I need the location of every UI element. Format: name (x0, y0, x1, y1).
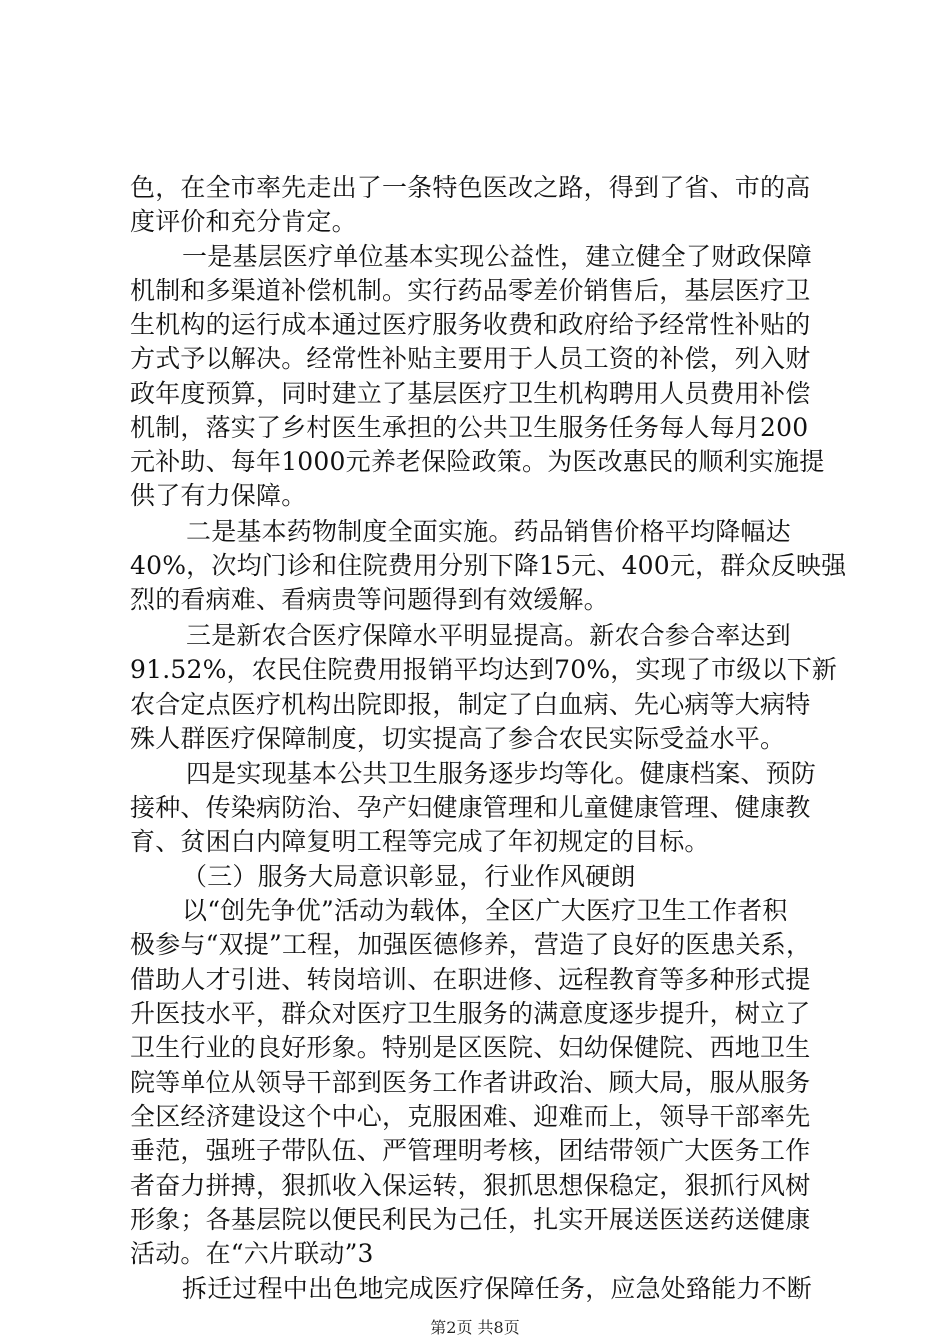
text-line: 40%，次均门诊和住院费用分别下降15元、400元，群众反映强 (130, 551, 847, 580)
text-line: 政年度预算，同时建立了基层医疗卫生机构聘用人员费用补偿 (130, 379, 811, 408)
text-line: 院等单位从领导干部到医务工作者讲政治、顾大局，服从服务 (130, 1068, 811, 1097)
text-line: 拆迁过程中出色地完成医疗保障任务，应急处臵能力不断 (182, 1274, 813, 1303)
section-heading: （三）服务大局意识彰显，行业作风硬朗 (182, 862, 636, 891)
text-line: 供了有力保障。 (130, 481, 307, 510)
text-line: 生机构的运行成本通过医疗服务收费和政府给予经常性补贴的 (130, 310, 811, 339)
text-line: 升医技水平，群众对医疗卫生服务的满意度逐步提升，树立了 (130, 999, 811, 1028)
text-line: 者奋力拼搏，狠抓收入保运转，狠抓思想保稳定，狠抓行风树 (130, 1171, 811, 1200)
text-line: 四是实现基本公共卫生服务逐步均等化。健康档案、预防 (186, 759, 817, 788)
text-line: 方式予以解决。经常性补贴主要用于人员工资的补偿，列入财 (130, 344, 811, 373)
text-line: 元补助、每年1000元养老保险政策。为医改惠民的顺利实施提 (130, 447, 825, 476)
text-line: 色，在全市率先走出了一条特色医改之路，得到了省、市的高 (130, 173, 811, 202)
text-line: 形象；各基层院以便民利民为己任，扎实开展送医送药送健康 (130, 1205, 811, 1234)
text-line: 接种、传染病防治、孕产妇健康管理和儿童健康管理、健康教 (130, 793, 811, 822)
text-line: 机制和多渠道补偿机制。实行药品零差价销售后，基层医疗卫 (130, 276, 811, 305)
text-line: 烈的看病难、看病贵等问题得到有效缓解。 (130, 585, 609, 614)
text-line: 二是基本药物制度全面实施。药品销售价格平均降幅达 (186, 517, 791, 546)
text-line: 育、贫困白内障复明工程等完成了年初规定的目标。 (130, 827, 710, 856)
text-line: 度评价和充分肯定。 (130, 207, 357, 236)
text-line: 以“创先争优”活动为载体，全区广大医疗卫生工作者积 (182, 896, 788, 925)
text-line: 极参与“双提”工程，加强医德修养，营造了良好的医患关系， (130, 930, 812, 959)
text-line: 91.52%，农民住院费用报销平均达到70%，实现了市级以下新 (130, 655, 838, 684)
text-line: 活动。在“六片联动”3 (130, 1239, 374, 1268)
text-line: 机制，落实了乡村医生承担的公共卫生服务任务每人每月200 (130, 413, 809, 442)
text-line: 农合定点医疗机构出院即报，制定了白血病、先心病等大病特 (130, 690, 811, 719)
text-line: 三是新农合医疗保障水平明显提高。新农合参合率达到 (186, 621, 791, 650)
text-line: 垂范，强班子带队伍、严管理明考核，团结带领广大医务工作 (130, 1136, 811, 1165)
text-line: 殊人群医疗保障制度，切实提高了参合农民实际受益水平。 (130, 724, 786, 753)
page-footer: 第2页 共8页 (430, 1318, 520, 1337)
text-line: 借助人才引进、转岗培训、在职进修、远程教育等多种形式提 (130, 965, 811, 994)
text-line: 一是基层医疗单位基本实现公益性，建立健全了财政保障 (182, 242, 813, 271)
text-line: 全区经济建设这个中心，克服困难、迎难而上，领导干部率先 (130, 1102, 811, 1131)
text-line: 卫生行业的良好形象。特别是区医院、妇幼保健院、西地卫生 (130, 1033, 811, 1062)
